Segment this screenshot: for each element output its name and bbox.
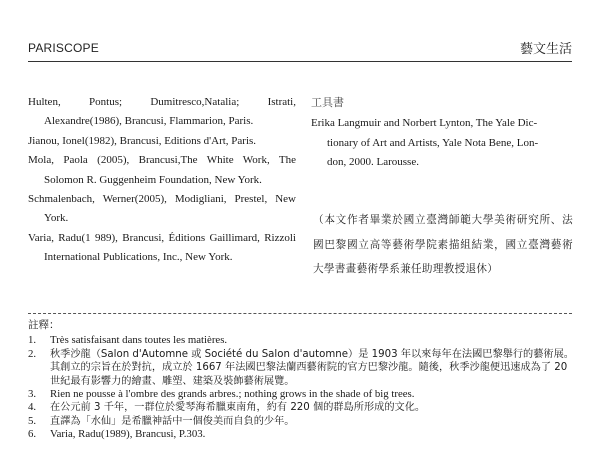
footnote-text: Rien ne pousse à l'ombre des grands arbres.; nothing grows in the shade of big trees. — [50, 388, 415, 401]
tool-book-line: don, 2000. Larousse. — [327, 156, 419, 169]
reference-item: Schmalenbach, Werner(2005), Modigliani, Prestel, New York. — [28, 193, 296, 225]
reference-item: Mola, Paola (2005), Brancusi,The White Work, The Solomon R. Guggenheim Foundation, New York. — [28, 154, 296, 186]
header-rule — [28, 61, 572, 62]
footnotes-title: 註釋： — [28, 319, 60, 331]
footnote-text: Très satisfaisant dans toutes les matières. — [50, 334, 228, 347]
footnote-item — [28, 401, 576, 414]
footnote-item — [28, 334, 576, 347]
footnote-text: 直譯為「水仙」是希臘神話中一個俊美而自負的少年。 — [50, 415, 295, 427]
footnotes — [28, 319, 576, 442]
reference-item: Jianou, Ionel(1982), Brancusi, Editions d'Art, Paris. — [28, 134, 257, 147]
footnote-number: 3. — [28, 388, 37, 401]
footnote-number: 2. — [28, 347, 37, 360]
reference-item: Hulten, Pontus; Dumitresco,Natalia; Istrati, Alexandre(1986), Brancusi, Flammarion, Paris. — [28, 96, 296, 128]
footnote-item — [28, 428, 576, 441]
references-list — [28, 93, 296, 268]
footnote-number: 5. — [28, 414, 37, 427]
footnote-divider — [28, 313, 572, 314]
tool-book-entry — [311, 114, 569, 172]
tool-book-line: Erika Langmuir and Norbert Lynton, The Yale Dic- — [311, 117, 538, 130]
tool-books-section — [311, 93, 569, 173]
magazine-section-title: PARISCOPE — [28, 41, 99, 55]
author-bio-note: （本文作者畢業於國立臺灣師範大學美術研究所、法國巴黎國立高等藝術學院素描組結業，國立臺灣藝術大學書畫藝術學系兼任助理教授退休） — [313, 214, 573, 275]
footnote-item — [28, 388, 576, 401]
footnote-text: 秋季沙龍（Salon d'Automne 或 Société du Salon d'automne）是 1903 年以來每年在法國巴黎舉行的藝術展。其創立的宗旨在於對抗，成立於 1667 年法國巴黎法蘭西藝術院的官方巴黎沙龍。隨後，秋季沙龍便迅速成為了 20 世紀最有影響力的繪畫、雕塑、建築及裝飾藝術展覽。 — [50, 348, 574, 387]
footnote-number: 1. — [28, 334, 37, 347]
tool-book-line: tionary of Art and Artists, Yale Nota Bene, Lon- — [327, 136, 539, 149]
footnote-number: 6. — [28, 428, 37, 441]
column-title: 藝文生活 — [519, 42, 572, 57]
footnote-item — [28, 348, 576, 388]
reference-item: Varia, Radu(1 989), Brancusi, Éditions Gaillimard, Rizzoli International Publications, Inc., New York. — [28, 231, 296, 264]
tool-books-heading: 工具書 — [311, 96, 344, 109]
footnote-text: 在公元前 3 千年，一群位於愛琴海希臘東南角，約有 220 個的群島所形成的文化。 — [50, 402, 426, 414]
footnote-text: Varia, Radu(1989), Brancusi, P.303. — [50, 428, 206, 441]
footnote-item — [28, 415, 576, 428]
footnote-number: 4. — [28, 401, 37, 414]
